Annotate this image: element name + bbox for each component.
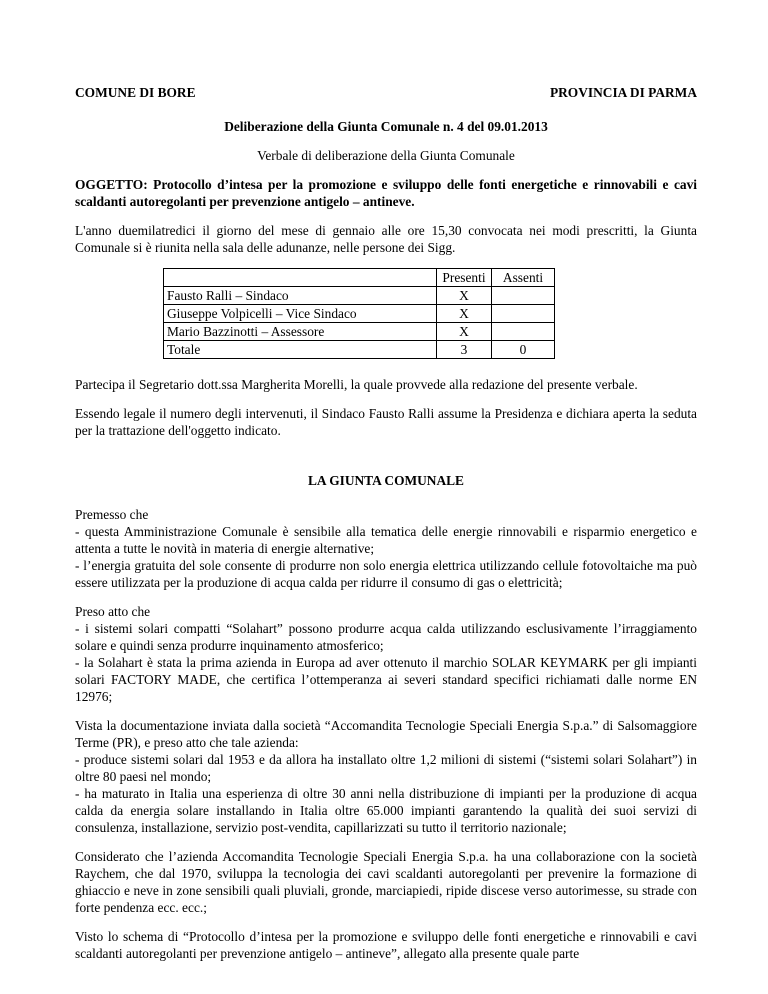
list-item: - produce sistemi solari dal 1953 e da allora ha installato oltre 1,2 milioni di sistemi (“sistemi solari Solahart”) in oltre 80 paesi nel mondo; bbox=[75, 752, 697, 784]
total-label: Totale bbox=[164, 341, 437, 359]
provincia-label: PROVINCIA DI PARMA bbox=[549, 85, 697, 100]
member-assenti bbox=[492, 305, 555, 323]
total-assenti: 0 bbox=[492, 341, 555, 359]
comune-label: COMUNE DI BORE bbox=[75, 85, 196, 100]
list-item: - ha maturato in Italia una esperienza di oltre 30 anni nella distribuzione di impianti per la produzione di acqua calda da energia solare installando in Italia oltre 65.000 impianti garantendo la qualità dei suoi servizi di consulenza, installazione, servizio post-vendita, capillarizzati su tutto il territorio nazionale; bbox=[75, 786, 697, 835]
member-presenti: X bbox=[437, 323, 492, 341]
oggetto-paragraph: OGGETTO: Protocollo d’intesa per la promozione e sviluppo delle fonti energetiche e rinnovabili e cavi scaldanti autoregolanti per prevenzione antigelo – antineve. bbox=[75, 177, 697, 209]
header-presenti: Presenti bbox=[437, 269, 492, 287]
preso-atto-block bbox=[75, 603, 697, 705]
member-name: Giuseppe Volpicelli – Vice Sindaco bbox=[164, 305, 437, 323]
vista-lead: Vista la documentazione inviata dalla società “Accomandita Tecnologie Speciali Energia S.p.a.” di Salsomaggiore Terme (PR), e preso atto che tale azienda: bbox=[75, 718, 697, 750]
premesso-lead: Premesso che bbox=[75, 507, 149, 522]
intro-paragraph: L'anno duemilatredici il giorno del mese di gennaio alle ore 15,30 convocata nei modi prescritti, la Giunta Comunale si è riunita nella sala delle adunanze, nelle persone dei Sigg. bbox=[75, 223, 697, 255]
member-presenti: X bbox=[437, 305, 492, 323]
table-row-total bbox=[164, 341, 555, 359]
considerato-paragraph: Considerato che l’azienda Accomandita Tecnologie Speciali Energia S.p.a. ha una collaborazione con la società Raychem, che dal 1970, sviluppa la tecnologia dei cavi scaldanti autoregolanti per prevenire la formazione di ghiaccio e neve in zone sensibili quali pluviali, gronde, marciapiedi, ripide discese verso autorimesse, su strade con forte pendenza ecc. ecc.; bbox=[75, 849, 697, 915]
header-blank-cell bbox=[164, 269, 437, 287]
document-header bbox=[75, 84, 697, 101]
attendance-table bbox=[163, 268, 555, 359]
presidenza-paragraph: Essendo legale il numero degli intervenuti, il Sindaco Fausto Ralli assume la Presidenza e dichiara aperta la seduta per la trattazione dell'oggetto indicato. bbox=[75, 406, 697, 438]
member-name: Mario Bazzinotti – Assessore bbox=[164, 323, 437, 341]
deliberation-subtitle: Verbale di deliberazione della Giunta Comunale bbox=[257, 148, 515, 163]
visto-paragraph: Visto lo schema di “Protocollo d’intesa per la promozione e sviluppo delle fonti energetiche e rinnovabili e cavi scaldanti autoregolanti per prevenzione antigelo – antineve”, allegato alla presente quale parte bbox=[75, 929, 697, 961]
preso-atto-lead: Preso atto che bbox=[75, 604, 151, 619]
list-item: - questa Amministrazione Comunale è sensibile alla tematica delle energie rinnovabili e risparmio energetico e attenta a tutte le novità in materia di energie alternative; bbox=[75, 524, 697, 556]
list-item: - i sistemi solari compatti “Solahart” possono produrre acqua calda utilizzando esclusivamente l’irraggiamento solare e quindi senza produrre inquinamento atmosferico; bbox=[75, 621, 697, 653]
table-row bbox=[164, 323, 555, 341]
table-row bbox=[164, 305, 555, 323]
member-name: Fausto Ralli – Sindaco bbox=[164, 287, 437, 305]
vista-block bbox=[75, 717, 697, 836]
document-page bbox=[75, 84, 697, 962]
deliberation-title: Deliberazione della Giunta Comunale n. 4 del 09.01.2013 bbox=[224, 119, 548, 134]
section-title: LA GIUNTA COMUNALE bbox=[308, 473, 464, 488]
attendance-header-row bbox=[164, 269, 555, 287]
segretario-paragraph: Partecipa il Segretario dott.ssa Margherita Morelli, la quale provvede alla redazione del presente verbale. bbox=[75, 377, 638, 392]
list-item: - l’energia gratuita del sole consente di produrre non solo energia elettrica utilizzando cellule fotovoltaiche ma può essere utilizzata per la produzione di acqua calda per ridurre il consumo di gas o elettricità; bbox=[75, 558, 697, 590]
table-row bbox=[164, 287, 555, 305]
member-assenti bbox=[492, 287, 555, 305]
header-assenti: Assenti bbox=[492, 269, 555, 287]
member-presenti: X bbox=[437, 287, 492, 305]
premesso-block bbox=[75, 506, 697, 591]
member-assenti bbox=[492, 323, 555, 341]
total-presenti: 3 bbox=[437, 341, 492, 359]
list-item: - la Solahart è stata la prima azienda in Europa ad aver ottenuto il marchio SOLAR KEYMARK per gli impianti solari FACTORY MADE, che certifica l’ottemperanza ai severi standard specifici richiamati dalle norme EN 12976; bbox=[75, 655, 697, 704]
